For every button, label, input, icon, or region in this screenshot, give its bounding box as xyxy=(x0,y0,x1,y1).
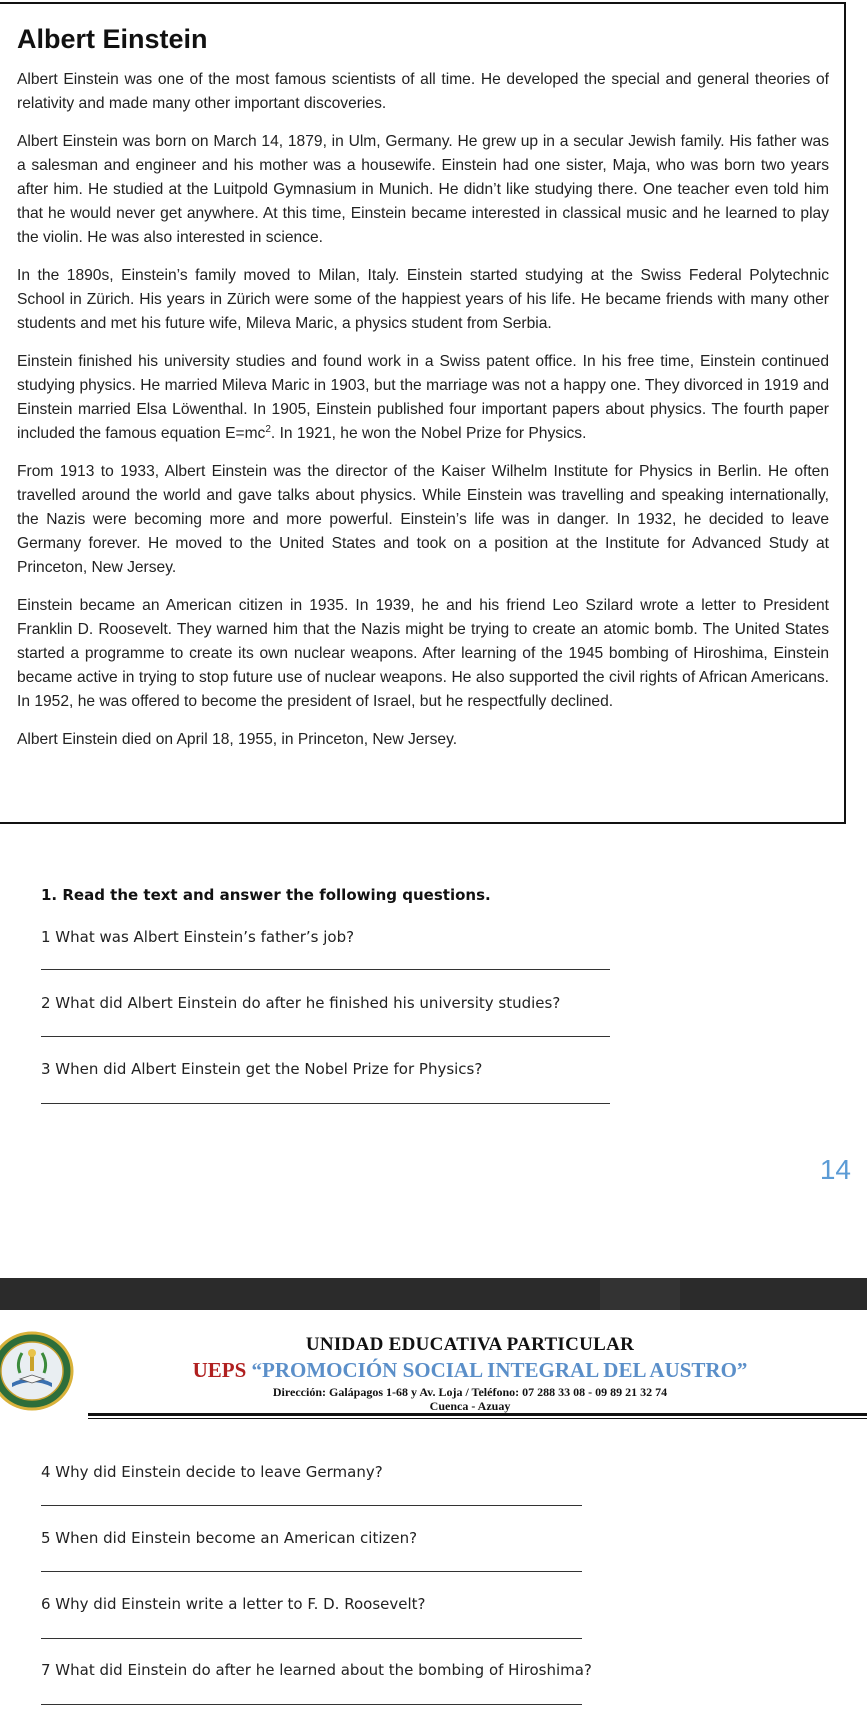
paragraph-2: Albert Einstein was born on March 14, 1879, in Ulm, Germany. He grew up in a secular Jewish family. His father was a salesman and engineer and his mother was a housewife. Einstein had one sister, Maja, who was born two years after him. He studied at the Luitpold Gymnasium in Munich. He didn’t like studying there. One teacher even told him that he would never get anywhere. At this time, Einstein became interested in classical music and he learned to play the violin. He was also interested in science. xyxy=(17,133,829,246)
question-4: 4 Why did Einstein decide to leave Germany? xyxy=(41,1463,383,1481)
header-rule-thin xyxy=(88,1418,867,1419)
paragraph-3: In the 1890s, Einstein’s family moved to Milan, Italy. Einstein started studying at the Swiss Federal Polytechnic School in Zürich. His years in Zürich were some of the happiest years of his life. He became friends with many other students and met his future wife, Mileva Maric, a physics student from Serbia. xyxy=(17,267,829,332)
question-6: 6 Why did Einstein write a letter to F. D. Roosevelt? xyxy=(41,1595,426,1613)
question-5: 5 When did Einstein become an American citizen? xyxy=(41,1529,418,1547)
school-full-name: “PROMOCIÓN SOCIAL INTEGRAL DEL AUSTRO” xyxy=(251,1358,748,1382)
question-3: 3 When did Albert Einstein get the Nobel Prize for Physics? xyxy=(41,1060,483,1078)
question-1: 1 What was Albert Einstein’s father’s job? xyxy=(41,928,355,946)
paragraph-4 xyxy=(17,350,829,446)
reading-passage-box xyxy=(0,2,846,824)
header-rule xyxy=(88,1413,867,1416)
school-city: Cuenca - Azuay xyxy=(429,1399,511,1413)
school-header xyxy=(170,1334,770,1412)
school-type: UNIDAD EDUCATIVA PARTICULAR xyxy=(305,1334,635,1355)
paragraph-7: Albert Einstein died on April 18, 1955, in Princeton, New Jersey. xyxy=(17,731,458,748)
question-7: 7 What did Einstein do after he learned about the bombing of Hiroshima? xyxy=(41,1661,592,1679)
superscript-two: 2 xyxy=(265,423,271,435)
page-separator-band xyxy=(0,1278,867,1310)
answer-line-4[interactable] xyxy=(41,1505,582,1506)
answer-line-1[interactable] xyxy=(41,969,610,970)
school-seal-icon xyxy=(0,1329,78,1413)
band-shade xyxy=(600,1278,680,1310)
school-name xyxy=(170,1358,770,1383)
answer-line-7[interactable] xyxy=(41,1704,582,1705)
answer-line-3[interactable] xyxy=(41,1103,610,1104)
answer-line-5[interactable] xyxy=(41,1571,582,1572)
paragraph-5: From 1913 to 1933, Albert Einstein was the director of the Kaiser Wilhelm Institute for Physics in Berlin. He often travelled around the world and gave talks about physics. While Einstein was travelling and speaking internationally, the Nazis were becoming more and more powerful. Einstein’s life was in danger. In 1932, he decided to leave Germany forever. He moved to the United States and took on a position at the Institute for Advanced Study at Princeton, New Jersey. xyxy=(17,463,829,576)
school-address: Dirección: Galápagos 1-68 y Av. Loja / Teléfono: 07 288 33 08 - 09 89 21 32 74 xyxy=(272,1385,668,1399)
paragraph-4-text-b: . In 1921, he won the Nobel Prize for Physics. xyxy=(270,425,587,442)
question-2: 2 What did Albert Einstein do after he finished his university studies? xyxy=(41,994,561,1012)
page-number: 14 xyxy=(819,1154,851,1185)
questions-heading: 1. Read the text and answer the following questions. xyxy=(41,886,491,904)
paragraph-4-text-a: Einstein finished his university studies and found work in a Swiss patent office. In his free time, Einstein continued studying physics. He married Mileva Maric in 1903, but the marriage was not a happy one. They divorced in 1919 and Einstein married Elsa Löwenthal. In 1905, Einstein published four important papers about physics. The fourth paper included the famous equation E=mc xyxy=(17,353,829,442)
paragraph-6: Einstein became an American citizen in 1935. In 1939, he and his friend Leo Szilard wrote a letter to President Franklin D. Roosevelt. They warned him that the Nazis might be trying to create an atomic bomb. The United States started a programme to create its own nuclear weapons. After learning of the 1945 bombing of Hiroshima, Einstein became active in trying to stop future use of nuclear weapons. He also supported the civil rights of African Americans. In 1952, he was offered to become the president of Israel, but he respectfully declined. xyxy=(17,597,829,710)
answer-line-6[interactable] xyxy=(41,1638,582,1639)
paragraph-1: Albert Einstein was one of the most famous scientists of all time. He developed the special and general theories of relativity and made many other important discoveries. xyxy=(17,71,829,112)
answer-line-2[interactable] xyxy=(41,1036,610,1037)
school-acronym: UEPS xyxy=(192,1358,247,1382)
reading-title: Albert Einstein xyxy=(17,24,208,54)
